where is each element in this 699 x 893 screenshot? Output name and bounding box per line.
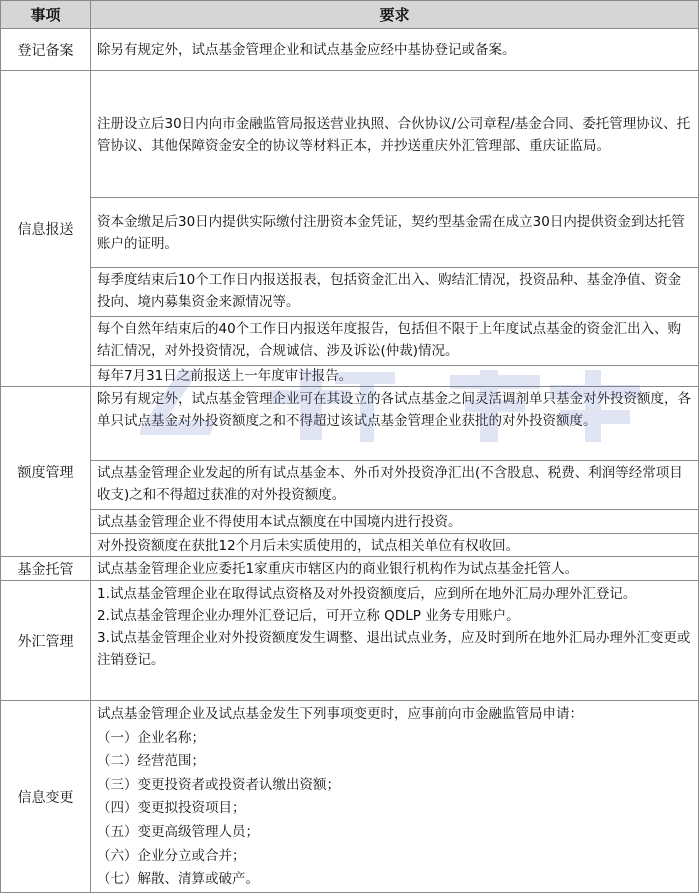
forex-text-2: 2.试点基金管理企业办理外汇登记后，可开立称 QDLP 业务专用账户。 xyxy=(97,608,520,624)
category-registration: 登记备案 xyxy=(0,28,91,71)
quota-requirement-2 xyxy=(90,460,699,510)
changes-intro: 试点基金管理企业及试点基金发生下列事项变更时，应事前向市金融监管局申请： xyxy=(97,706,583,722)
registration-requirement xyxy=(90,28,699,71)
category-changes: 信息变更 xyxy=(0,700,91,893)
category-quota: 额度管理 xyxy=(0,386,91,557)
reporting-text-1: 注册设立后30日内向市金融监管局报送营业执照、合伙协议/公司章程/基金合同、委托管理协议、托管协议、其他保障资金安全的协议等材料正本，并抄送重庆外汇管理部、重庆证监局。 xyxy=(97,115,691,154)
reporting-text-4: 每个自然年结束后的40个工作日内报送年度报告，包括但不限于上年度试点基金的资金汇出入、购结汇情况，对外投资情况，合规诚信、涉及诉讼(仲裁)情况。 xyxy=(97,321,682,359)
quota-requirement-3 xyxy=(90,509,699,534)
changes-item-6: （六）企业分立或合并； xyxy=(97,847,246,864)
reporting-requirement-5 xyxy=(90,365,699,387)
header-item: 事项 xyxy=(0,0,91,29)
reporting-text-5: 每年7月31日之前报送上一年度审计报告。 xyxy=(97,368,353,384)
changes-item-5: （五）变更高级管理人员； xyxy=(97,823,259,840)
reporting-requirement-4 xyxy=(90,316,699,366)
category-custody: 基金托管 xyxy=(0,556,91,581)
header-requirement: 要求 xyxy=(90,0,699,29)
changes-item-4: （四）变更拟投资项目； xyxy=(97,800,246,817)
quota-text-2: 试点基金管理企业发起的所有试点基金本、外币对外投资净汇出(不含股息、税费、利润等经常项目收支)之和不得超过获准的对外投资额度。 xyxy=(97,465,683,503)
changes-item-3: （三）变更投资者或投资者认缴出资额； xyxy=(97,776,340,793)
changes-item-7: （七）解散、清算或破产。 xyxy=(97,871,259,888)
reporting-requirement-1 xyxy=(90,70,699,198)
quota-requirement-1 xyxy=(90,386,699,461)
reporting-text-2: 资本金缴足后30日内提供实际缴付注册资本金凭证，契约型基金需在成立30日内提供资金到达托管账户的证明。 xyxy=(97,214,685,252)
quota-requirement-4 xyxy=(90,533,699,557)
forex-requirement xyxy=(90,580,699,701)
category-forex: 外汇管理 xyxy=(0,580,91,701)
reporting-text-3: 每季度结束后10个工作日内报送报表，包括资金汇出入、购结汇情况，投资品种、基金净值、资金投向、境内募集资金来源情况等。 xyxy=(97,272,682,310)
quota-text-3: 试点基金管理企业不得使用本试点额度在中国境内进行投资。 xyxy=(97,514,462,530)
changes-item-2: （二）经营范围； xyxy=(97,753,205,770)
changes-item-1: （一）企业名称； xyxy=(97,729,205,746)
quota-text-4: 对外投资额度在获批12个月后未实质使用的，试点相关单位有权收回。 xyxy=(97,538,520,554)
quota-text-1: 除另有规定外，试点基金管理企业可在其设立的各试点基金之间灵活调剂单只基金对外投资额度，各单只试点基金对外投资额度之和不得超过该试点基金管理企业获批的对外投资额度。 xyxy=(97,391,691,429)
forex-text-3: 3.试点基金管理企业对外投资额度发生调整、退出试点业务，应及时到所在地外汇局办理外汇变更或注销登记。 xyxy=(97,630,691,668)
category-reporting: 信息报送 xyxy=(0,70,91,387)
custody-text: 试点基金管理企业应委托1家重庆市辖区内的商业银行机构作为试点基金托管人。 xyxy=(97,561,579,577)
registration-text: 除另有规定外，试点基金管理企业和试点基金应经中基协登记或备案。 xyxy=(97,42,516,58)
reporting-requirement-3 xyxy=(90,267,699,317)
forex-text-1: 1.试点基金管理企业在取得试点资格及对外投资额度后，应到所在地外汇局办理外汇登记。 xyxy=(97,586,637,602)
changes-requirement xyxy=(90,700,699,893)
reporting-requirement-2 xyxy=(90,197,699,268)
custody-requirement xyxy=(90,556,699,581)
